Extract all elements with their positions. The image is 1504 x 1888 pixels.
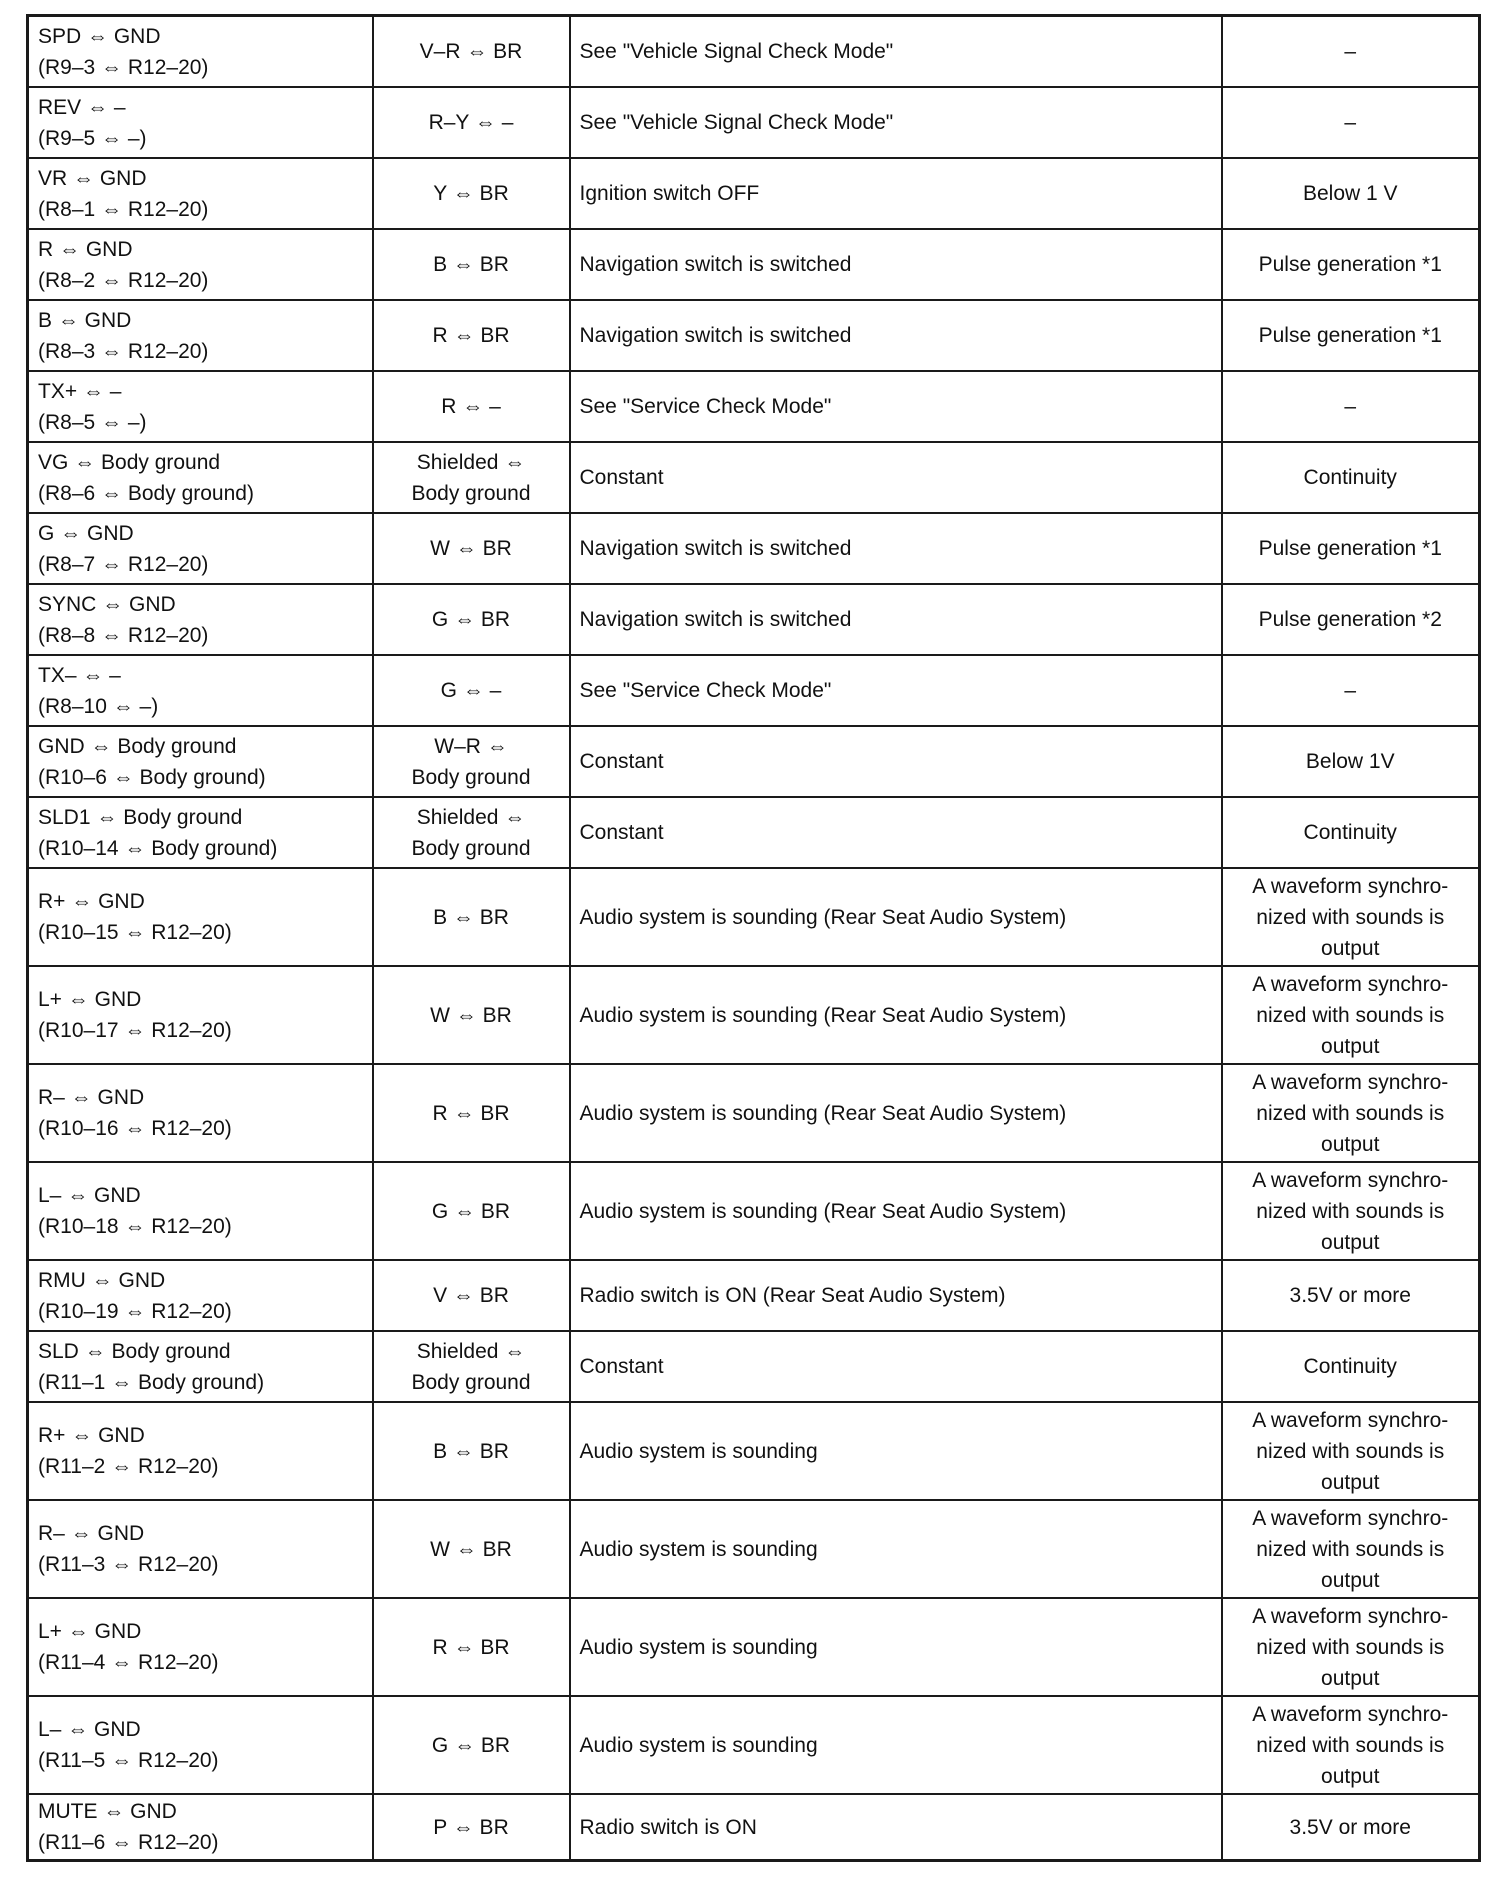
condition-cell-line: Constant [579, 1355, 664, 1378]
specified-condition-cell [1222, 87, 1480, 158]
condition-cell [570, 1162, 1222, 1260]
terminal-cell-line: (R8–8 ⇔ R12–20) [38, 623, 209, 647]
wiring-color-cell [373, 442, 570, 513]
specified-condition-cell [1222, 655, 1480, 726]
specified-condition-cell [1222, 371, 1480, 442]
terminal-cell-line: L+ ⇔ GND [38, 1620, 142, 1643]
table-row [28, 300, 1480, 371]
specified-condition-cell-line: A waveform synchro- [1252, 1070, 1449, 1094]
specified-condition-cell [1222, 1331, 1480, 1402]
table-row [28, 1260, 1480, 1331]
specified-condition-cell-line: output [1321, 1470, 1380, 1494]
condition-cell [570, 1064, 1222, 1162]
terminal-cell-line: (R8–1 ⇔ R12–20) [38, 197, 209, 221]
specified-condition-cell-line: Continuity [1303, 821, 1397, 844]
terminal-cell-line: (R9–3 ⇔ R12–20) [38, 55, 209, 79]
terminal-cell [28, 655, 373, 726]
wiring-color-cell-line: G ⇔ – [440, 679, 502, 702]
wiring-color-cell [373, 300, 570, 371]
table-row [28, 16, 1480, 88]
wiring-color-cell [373, 584, 570, 655]
specified-condition-cell-line: nized with sounds is [1256, 1635, 1445, 1659]
wiring-color-cell-line: Shielded ⇔ [416, 450, 526, 474]
specified-condition-cell [1222, 1696, 1480, 1794]
condition-cell-line: See "Service Check Mode" [579, 679, 832, 702]
specified-condition-cell-line: 3.5V or more [1289, 1284, 1411, 1307]
condition-cell [570, 1331, 1222, 1402]
specified-condition-cell [1222, 158, 1480, 229]
specified-condition-cell-line: – [1344, 395, 1357, 418]
wiring-color-cell-line: Body ground [411, 836, 531, 860]
condition-cell [570, 1794, 1222, 1861]
wiring-color-cell [373, 1696, 570, 1794]
wiring-color-cell-line: B ⇔ BR [433, 253, 509, 276]
condition-cell-line: See "Vehicle Signal Check Mode" [579, 111, 894, 134]
wiring-color-cell [373, 1794, 570, 1861]
specified-condition-cell-line: nized with sounds is [1256, 1537, 1445, 1561]
condition-cell [570, 1598, 1222, 1696]
wiring-color-cell-line: B ⇔ BR [433, 1439, 509, 1463]
table-row [28, 1064, 1480, 1162]
terminal-cell [28, 16, 373, 88]
terminal-cell-line: SLD1 ⇔ Body ground [38, 805, 243, 829]
terminal-cell [28, 1402, 373, 1500]
terminal-cell-line: (R8–7 ⇔ R12–20) [38, 552, 209, 576]
specified-condition-cell-line: output [1321, 1764, 1380, 1788]
wiring-color-cell-line: B ⇔ BR [433, 905, 509, 929]
specified-condition-cell-line: 3.5V or more [1289, 1815, 1411, 1839]
specified-condition-cell-line: A waveform synchro- [1252, 1702, 1449, 1726]
condition-cell-line: Audio system is sounding [579, 1733, 818, 1757]
specified-condition-cell [1222, 1402, 1480, 1500]
condition-cell-line: Audio system is sounding (Rear Seat Audio System) [579, 1101, 1067, 1125]
terminal-inspection-document [26, 14, 1478, 1862]
wiring-color-cell [373, 158, 570, 229]
wiring-color-cell [373, 1331, 570, 1402]
wiring-color-cell [373, 797, 570, 868]
wiring-color-cell-line: W ⇔ BR [430, 537, 512, 560]
terminal-cell-line: G ⇔ GND [38, 521, 134, 545]
wiring-color-cell [373, 655, 570, 726]
terminal-cell-line: L+ ⇔ GND [38, 988, 142, 1011]
terminal-cell-line: (R9–5 ⇔ –) [38, 126, 147, 150]
table-row [28, 726, 1480, 797]
specified-condition-cell-line: nized with sounds is [1256, 1199, 1445, 1223]
specified-condition-cell [1222, 797, 1480, 868]
wiring-color-cell-line: V ⇔ BR [433, 1284, 509, 1307]
terminal-cell-line: B ⇔ GND [38, 308, 132, 332]
specified-condition-cell-line: Below 1 V [1302, 182, 1398, 205]
wiring-color-cell [373, 726, 570, 797]
specified-condition-cell-line: Below 1V [1305, 750, 1395, 773]
wiring-color-cell [373, 1064, 570, 1162]
table-row [28, 1402, 1480, 1500]
condition-cell-line: Navigation switch is switched [579, 253, 852, 276]
specified-condition-cell [1222, 442, 1480, 513]
condition-cell-line: Audio system is sounding (Rear Seat Audio System) [579, 1199, 1067, 1223]
table-row [28, 655, 1480, 726]
wiring-color-cell [373, 868, 570, 966]
wiring-color-cell [373, 966, 570, 1064]
wiring-color-cell-line: R ⇔ BR [432, 1101, 510, 1125]
terminal-cell [28, 87, 373, 158]
table-row [28, 1598, 1480, 1696]
condition-cell-line: Constant [579, 750, 664, 773]
specified-condition-cell-line: A waveform synchro- [1252, 972, 1449, 996]
terminal-cell-line: R– ⇔ GND [38, 1086, 145, 1109]
specified-condition-cell-line: Pulse generation *1 [1258, 253, 1442, 276]
wiring-color-cell-line: R ⇔ – [441, 395, 501, 418]
table-row [28, 513, 1480, 584]
specified-condition-cell [1222, 966, 1480, 1064]
terminal-cell-line: (R11–4 ⇔ R12–20) [38, 1651, 219, 1674]
terminal-cell-line: R+ ⇔ GND [38, 890, 145, 913]
specified-condition-cell [1222, 1260, 1480, 1331]
terminal-cell [28, 966, 373, 1064]
table-row [28, 1331, 1480, 1402]
condition-cell [570, 655, 1222, 726]
table-row [28, 158, 1480, 229]
condition-cell [570, 371, 1222, 442]
wiring-color-cell-line: R ⇔ BR [432, 1635, 510, 1659]
terminal-cell-line: R ⇔ GND [38, 237, 133, 261]
terminal-cell-line: SYNC ⇔ GND [38, 592, 176, 616]
table-row [28, 371, 1480, 442]
terminal-cell-line: (R11–3 ⇔ R12–20) [38, 1553, 219, 1576]
wiring-color-cell-line: R–Y ⇔ – [428, 111, 514, 134]
terminal-cell [28, 1064, 373, 1162]
terminal-cell [28, 1260, 373, 1331]
wiring-color-cell-line: G ⇔ BR [431, 608, 511, 631]
terminal-cell [28, 229, 373, 300]
condition-cell-line: Ignition switch OFF [579, 182, 760, 205]
condition-cell-line: See "Service Check Mode" [579, 395, 832, 418]
wiring-color-cell-line: Shielded ⇔ [416, 1339, 526, 1363]
terminal-cell-line: (R8–3 ⇔ R12–20) [38, 339, 209, 363]
specified-condition-cell-line: nized with sounds is [1256, 1101, 1445, 1125]
terminal-cell [28, 1794, 373, 1861]
specified-condition-cell [1222, 229, 1480, 300]
specified-condition-cell [1222, 1794, 1480, 1861]
terminal-cell-line: (R10–18 ⇔ R12–20) [38, 1215, 232, 1238]
condition-cell [570, 1500, 1222, 1598]
condition-cell [570, 513, 1222, 584]
specified-condition-cell-line: nized with sounds is [1256, 905, 1445, 929]
specified-condition-cell-line: A waveform synchro- [1252, 1506, 1449, 1530]
specified-condition-cell-line: A waveform synchro- [1252, 1408, 1449, 1432]
condition-cell [570, 1696, 1222, 1794]
terminal-cell-line: (R8–6 ⇔ Body ground) [38, 481, 254, 505]
specified-condition-cell [1222, 584, 1480, 655]
table-row [28, 1500, 1480, 1598]
terminal-cell [28, 371, 373, 442]
specified-condition-cell-line: Continuity [1303, 1355, 1397, 1378]
terminal-cell-line: (R11–1 ⇔ Body ground) [38, 1370, 265, 1394]
table-row [28, 442, 1480, 513]
terminal-cell [28, 1500, 373, 1598]
wiring-color-cell [373, 1260, 570, 1331]
condition-cell [570, 584, 1222, 655]
condition-cell [570, 16, 1222, 88]
condition-cell-line: Navigation switch is switched [579, 537, 852, 560]
condition-cell [570, 158, 1222, 229]
terminal-cell-line: R+ ⇔ GND [38, 1424, 145, 1447]
wiring-color-cell-line: W ⇔ BR [430, 1537, 512, 1561]
table-row [28, 1696, 1480, 1794]
specified-condition-cell-line: – [1344, 40, 1357, 63]
terminal-cell-line: RMU ⇔ GND [38, 1268, 166, 1292]
specified-condition-cell [1222, 1162, 1480, 1260]
condition-cell [570, 966, 1222, 1064]
specified-condition-cell-line: – [1344, 679, 1357, 702]
terminal-cell-line: SPD ⇔ GND [38, 24, 161, 48]
wiring-color-cell-line: R ⇔ BR [432, 324, 510, 347]
specified-condition-cell-line: A waveform synchro- [1252, 1168, 1449, 1192]
wiring-color-cell-line: W–R ⇔ [434, 734, 508, 758]
terminal-cell [28, 513, 373, 584]
terminal-cell [28, 158, 373, 229]
terminal-cell [28, 868, 373, 966]
terminal-cell-line: (R10–19 ⇔ R12–20) [38, 1299, 232, 1323]
terminal-cell-line: VG ⇔ Body ground [38, 450, 221, 474]
wiring-color-cell-line: P ⇔ BR [433, 1815, 509, 1839]
condition-cell [570, 300, 1222, 371]
specified-condition-cell-line: nized with sounds is [1256, 1439, 1445, 1463]
specified-condition-cell [1222, 1500, 1480, 1598]
wiring-color-cell-line: G ⇔ BR [431, 1733, 511, 1757]
terminal-cell-line: TX– ⇔ – [38, 663, 121, 687]
wiring-color-cell-line: G ⇔ BR [431, 1199, 511, 1223]
wiring-color-cell-line: Body ground [411, 765, 531, 789]
condition-cell-line: Audio system is sounding [579, 1635, 818, 1659]
terminal-cell-line: VR ⇔ GND [38, 166, 147, 190]
specified-condition-cell-line: A waveform synchro- [1252, 1604, 1449, 1628]
specified-condition-cell [1222, 868, 1480, 966]
wiring-color-cell [373, 1598, 570, 1696]
table-row [28, 229, 1480, 300]
terminal-cell-line: SLD ⇔ Body ground [38, 1339, 231, 1363]
terminal-cell [28, 300, 373, 371]
terminal-cell [28, 1696, 373, 1794]
specified-condition-cell-line: output [1321, 1034, 1380, 1058]
wiring-color-cell [373, 229, 570, 300]
condition-cell-line: Audio system is sounding (Rear Seat Audio System) [579, 1003, 1067, 1027]
table-row [28, 868, 1480, 966]
condition-cell-line: Radio switch is ON [579, 1815, 757, 1839]
terminal-cell [28, 584, 373, 655]
wiring-color-cell [373, 371, 570, 442]
specified-condition-cell-line: Pulse generation *2 [1258, 608, 1442, 631]
condition-cell [570, 1402, 1222, 1500]
terminal-cell-line: (R8–5 ⇔ –) [38, 410, 147, 434]
terminal-cell-line: GND ⇔ Body ground [38, 734, 237, 758]
wiring-color-cell [373, 1162, 570, 1260]
specified-condition-cell-line: output [1321, 1568, 1380, 1592]
condition-cell [570, 229, 1222, 300]
condition-cell [570, 797, 1222, 868]
specified-condition-cell-line: Pulse generation *1 [1258, 537, 1442, 560]
condition-cell-line: Audio system is sounding (Rear Seat Audio System) [579, 905, 1067, 929]
specified-condition-cell [1222, 16, 1480, 88]
specified-condition-cell-line: nized with sounds is [1256, 1003, 1445, 1027]
specified-condition-cell [1222, 1064, 1480, 1162]
condition-cell [570, 726, 1222, 797]
condition-cell-line: See "Vehicle Signal Check Mode" [579, 40, 894, 63]
specified-condition-cell-line: nized with sounds is [1256, 1733, 1445, 1757]
wiring-color-cell [373, 513, 570, 584]
terminal-cell [28, 1331, 373, 1402]
specified-condition-cell [1222, 513, 1480, 584]
wiring-color-cell-line: Body ground [411, 481, 531, 505]
specified-condition-cell-line: output [1321, 936, 1380, 960]
wiring-color-cell [373, 16, 570, 88]
wiring-color-cell [373, 87, 570, 158]
terminal-cell-line: (R11–2 ⇔ R12–20) [38, 1455, 219, 1478]
wiring-color-cell [373, 1402, 570, 1500]
specified-condition-cell-line: Continuity [1303, 466, 1397, 489]
wiring-color-cell [373, 1500, 570, 1598]
table-row [28, 1162, 1480, 1260]
table-row [28, 584, 1480, 655]
terminal-cell-line: R– ⇔ GND [38, 1522, 145, 1545]
terminal-cell-line: (R10–14 ⇔ Body ground) [38, 836, 278, 860]
specified-condition-cell [1222, 726, 1480, 797]
condition-cell-line: Constant [579, 821, 664, 844]
condition-cell-line: Audio system is sounding [579, 1439, 818, 1463]
table-row [28, 1794, 1480, 1861]
terminal-cell-line: (R10–15 ⇔ R12–20) [38, 921, 232, 944]
wiring-color-cell-line: V–R ⇔ BR [419, 40, 523, 63]
terminal-cell [28, 726, 373, 797]
condition-cell [570, 442, 1222, 513]
specified-condition-cell-line: output [1321, 1132, 1380, 1156]
terminal-cell-line: (R10–17 ⇔ R12–20) [38, 1019, 232, 1042]
terminal-inspection-table [26, 14, 1481, 1862]
specified-condition-cell [1222, 300, 1480, 371]
condition-cell [570, 87, 1222, 158]
terminal-cell-line: TX+ ⇔ – [38, 379, 122, 403]
wiring-color-cell-line: Body ground [411, 1370, 531, 1394]
wiring-color-cell-line: W ⇔ BR [430, 1003, 512, 1027]
specified-condition-cell-line: output [1321, 1666, 1380, 1690]
terminal-cell-line: (R10–16 ⇔ R12–20) [38, 1117, 232, 1140]
specified-condition-cell-line: – [1344, 111, 1357, 134]
condition-cell-line: Audio system is sounding [579, 1537, 818, 1561]
terminal-cell-line: MUTE ⇔ GND [38, 1800, 177, 1823]
terminal-cell-line: L– ⇔ GND [38, 1184, 141, 1207]
terminal-cell [28, 797, 373, 868]
condition-cell-line: Navigation switch is switched [579, 324, 852, 347]
terminal-cell [28, 1162, 373, 1260]
terminal-cell [28, 442, 373, 513]
wiring-color-cell-line: Shielded ⇔ [416, 805, 526, 829]
condition-cell [570, 1260, 1222, 1331]
condition-cell-line: Radio switch is ON (Rear Seat Audio System) [579, 1284, 1006, 1307]
table-row [28, 966, 1480, 1064]
condition-cell-line: Constant [579, 466, 664, 489]
terminal-cell-line: (R8–2 ⇔ R12–20) [38, 268, 209, 292]
wiring-color-cell-line: Y ⇔ BR [433, 182, 509, 205]
specified-condition-cell [1222, 1598, 1480, 1696]
specified-condition-cell-line: A waveform synchro- [1252, 874, 1449, 898]
terminal-cell-line: (R11–5 ⇔ R12–20) [38, 1749, 219, 1772]
table-row [28, 87, 1480, 158]
terminal-cell-line: (R11–6 ⇔ R12–20) [38, 1831, 219, 1854]
table-row [28, 797, 1480, 868]
terminal-cell [28, 1598, 373, 1696]
terminal-cell-line: (R10–6 ⇔ Body ground) [38, 765, 266, 789]
table-body [28, 16, 1480, 1861]
specified-condition-cell-line: output [1321, 1230, 1380, 1254]
specified-condition-cell-line: Pulse generation *1 [1258, 324, 1442, 347]
terminal-cell-line: L– ⇔ GND [38, 1718, 141, 1741]
terminal-cell-line: (R8–10 ⇔ –) [38, 694, 159, 718]
condition-cell-line: Navigation switch is switched [579, 608, 852, 631]
terminal-cell-line: REV ⇔ – [38, 95, 126, 119]
condition-cell [570, 868, 1222, 966]
